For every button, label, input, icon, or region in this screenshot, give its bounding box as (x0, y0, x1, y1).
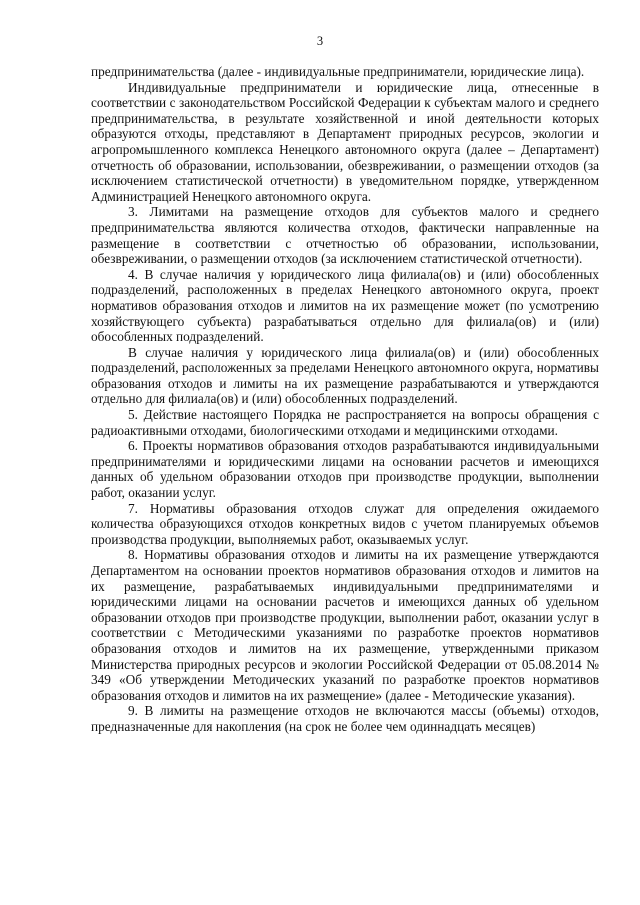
paragraph-4-branches-inside: 4. В случае наличия у юридического лица филиала(ов) и (или) обособленных подразделений, расположенных в пределах Ненецкого автономного округа, проект нормативов образования отходов и лимитов на их размещение может (по усмотрению хозяйствующего субъекта) разрабатываться отдельно для филиала(ов) и (или) обособленных подразделений. (91, 266, 599, 345)
document-body (91, 64, 599, 735)
paragraph-5-scope: 5. Действие настоящего Порядка не распространяется на вопросы обращения с радиоактивными отходами, биологическими отходами и медицинскими отходами. (91, 407, 599, 438)
paragraph-reporting: Индивидуальные предприниматели и юридические лица, отнесенные в соответствии с законодательством Российской Федерации к субъектам малого и среднего предпринимательства, в результате хозяйственной и иной деятельности которых образуются отходы, представляют в Департамент природных ресурсов, экологии и агропромышленного комплекса Ненецкого автономного округа (далее – Департамент) отчетность об образовании, использовании, обезвреживании, о размещении отходов (за исключением статистической отчетности) в уведомительном порядке, утвержденном Администрацией Ненецкого автономного округа. (91, 79, 599, 204)
paragraph-9-exclusions: 9. В лимиты на размещение отходов не включаются массы (объемы) отходов, предназначенные для накопления (на срок не более чем одиннадцать месяцев) (91, 703, 599, 734)
paragraph-continuation: предпринимательства (далее - индивидуальные предприниматели, юридические лица). (91, 64, 585, 79)
paragraph-6-projects: 6. Проекты нормативов образования отходов разрабатываются индивидуальными предпринимателями и юридическими лицами на основании расчетов и имеющихся данных об удельном образовании отходов при производстве продукции, выполнении работ, оказании услуг. (91, 438, 599, 501)
paragraph-7-norms: 7. Нормативы образования отходов служат для определения ожидаемого количества образующихся отходов конкретных видов с учетом планируемых объемов производства продукции, выполняемых работ, оказываемых услуг. (91, 500, 599, 547)
page-number: 3 (316, 34, 324, 48)
paragraph-4-branches-outside: В случае наличия у юридического лица филиала(ов) и (или) обособленных подразделений, расположенных за пределами Ненецкого автономного округа, нормативы образования отходов и лимиты на их размещение разрабатываются и утверждаются отдельно для филиала(ов) и (или) обособленных подразделений. (91, 344, 599, 407)
paragraph-8-approval: 8. Нормативы образования отходов и лимиты на их размещение утверждаются Департаментом на основании проектов нормативов образования отходов и лимитов на их размещение, разрабатываемых индивидуальными предпринимателями и юридическими лицами на основании расчетов и имеющихся данных об удельном образовании отходов при производстве продукции, выполнении работ, оказании услуг в соответствии с Методическими указаниями по разработке проектов нормативов образования отходов и лимитов на их размещение, утвержденными приказом Министерства природных ресурсов и экологии Российской Федерации от 05.08.2014 № 349 «Об утверждении Методических указаний по разработке проектов нормативов образования отходов и лимитов на их размещение» (далее - Методические указания). (91, 547, 599, 703)
paragraph-3-limits: 3. Лимитами на размещение отходов для субъектов малого и среднего предпринимательства являются количества отходов, фактически направленные на размещение в соответствии с отчетностью об образовании, использовании, обезвреживании, о размещении отходов (за исключением статистической отчетности). (91, 204, 599, 267)
